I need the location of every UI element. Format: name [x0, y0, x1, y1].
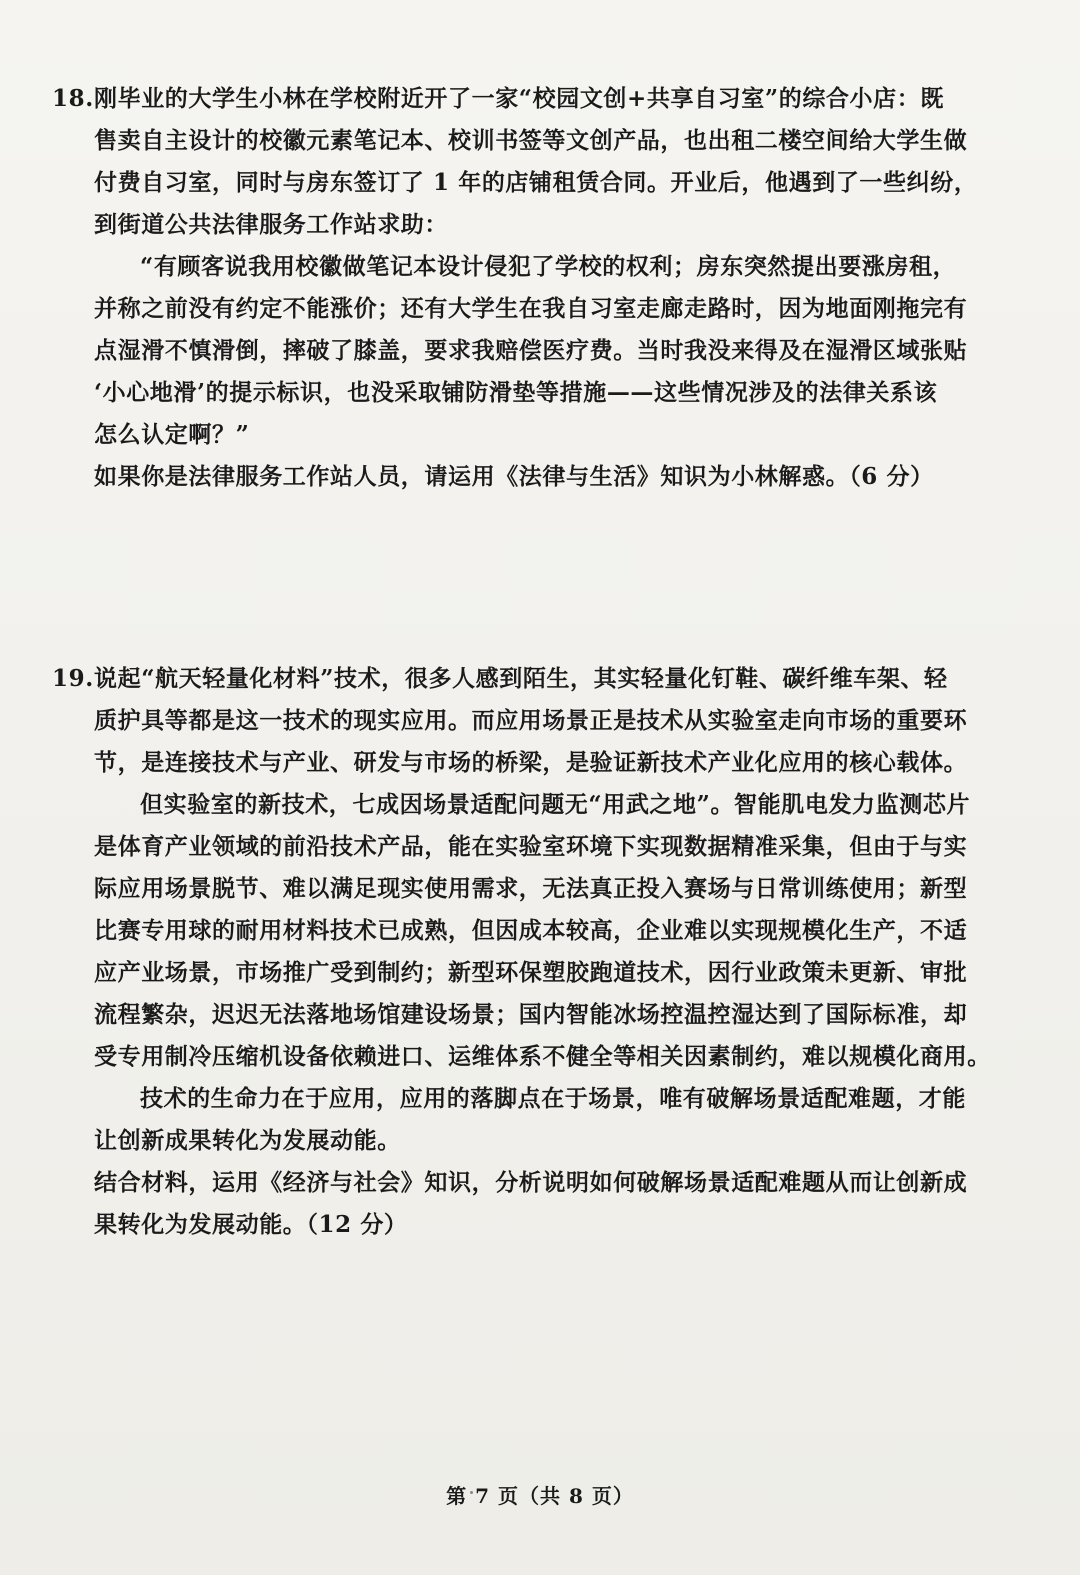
page-footer: 第 7 页（共 8 页）: [446, 1484, 634, 1508]
q19-para3-line-2: 让创新成果转化为发展动能。: [94, 1127, 401, 1154]
q18-quote-line-1: “有顾客说我用校徽做笔记本设计侵犯了学校的权利；房东突然提出要涨房租，: [140, 253, 957, 280]
q19-para2-line-4: 比赛专用球的耐用材料技术已成熟，但因成本较高，企业难以实现规模化生产，不适: [94, 917, 968, 944]
question-number: 18.: [52, 85, 94, 112]
q19-para3-line-1: 技术的生命力在于应用，应用的落脚点在于场景，唯有破解场景适配难题，才能: [140, 1085, 966, 1112]
q19-task-line-2: 果转化为发展动能。（12 分）: [94, 1211, 408, 1238]
q19-para2-line-7: 受专用制冷压缩机设备依赖进口、运维体系不健全等相关因素制约，难以规模化商用。: [94, 1043, 991, 1070]
q19-para2-line-2: 是体育产业领域的前沿技术产品，能在实验室环境下实现数据精准采集，但由于与实: [94, 833, 968, 860]
q18-quote-line-3: 点湿滑不慎滑倒，摔破了膝盖，要求我赔偿医疗费。当时我没来得及在湿滑区域张贴: [94, 337, 968, 364]
q19-line-3: 节，是连接技术与产业、研发与市场的桥梁，是验证新技术产业化应用的核心载体。: [94, 749, 968, 776]
q18-quote-line-2: 并称之前没有约定不能涨价；还有大学生在我自习室走廊走路时，因为地面刚拖完有: [94, 295, 968, 322]
question-19: [52, 658, 991, 1246]
q18-line-1: [52, 78, 982, 120]
q19-text: 说起“航天轻量化材料”技术，很多人感到陌生，其实轻量化钉鞋、碳纤维车架、轻: [94, 665, 948, 692]
q19-line-2: 质护具等都是这一技术的现实应用。而应用场景正是技术从实验室走向市场的重要环: [94, 707, 968, 734]
q18-task: 如果你是法律服务工作站人员，请运用《法律与生活》知识为小林解惑。（6 分）: [94, 463, 934, 490]
question-18: [52, 78, 982, 498]
q19-para2-line-1: 但实验室的新技术，七成因场景适配问题无“用武之地”。智能肌电发力监测芯片: [140, 791, 971, 818]
q18-line-4: 到街道公共法律服务工作站求助：: [94, 211, 448, 238]
q18-line-3: 付费自习室，同时与房东签订了 1 年的店铺租赁合同。开业后，他遇到了一些纠纷，: [94, 169, 978, 196]
q19-task-line-1: 结合材料，运用《经济与社会》知识，分析说明如何破解场景适配难题从而让创新成: [94, 1169, 968, 1196]
question-number: 19.: [52, 665, 94, 692]
q19-para2-line-3: 际应用场景脱节、难以满足现实使用需求，无法真正投入赛场与日常训练使用；新型: [94, 875, 968, 902]
q18-quote-line-5: 怎么认定啊？”: [94, 421, 250, 448]
q18-quote-line-4: ‘小心地滑’的提示标识，也没采取铺防滑垫等措施——这些情况涉及的法律关系该: [94, 379, 938, 406]
q19-para2-line-5: 应产业场景，市场推广受到制约；新型环保塑胶跑道技术，因行业政策未更新、审批: [94, 959, 968, 986]
q18-line-2: 售卖自主设计的校徽元素笔记本、校训书签等文创产品，也出租二楼空间给大学生做: [94, 127, 968, 154]
q19-para2-line-6: 流程繁杂，迟迟无法落地场馆建设场景；国内智能冰场控温控湿达到了国际标准，却: [94, 1001, 968, 1028]
q19-line-1: [52, 658, 982, 700]
q18-text: 刚毕业的大学生小林在学校附近开了一家“校园文创+共享自习室”的综合小店：既: [94, 85, 944, 112]
